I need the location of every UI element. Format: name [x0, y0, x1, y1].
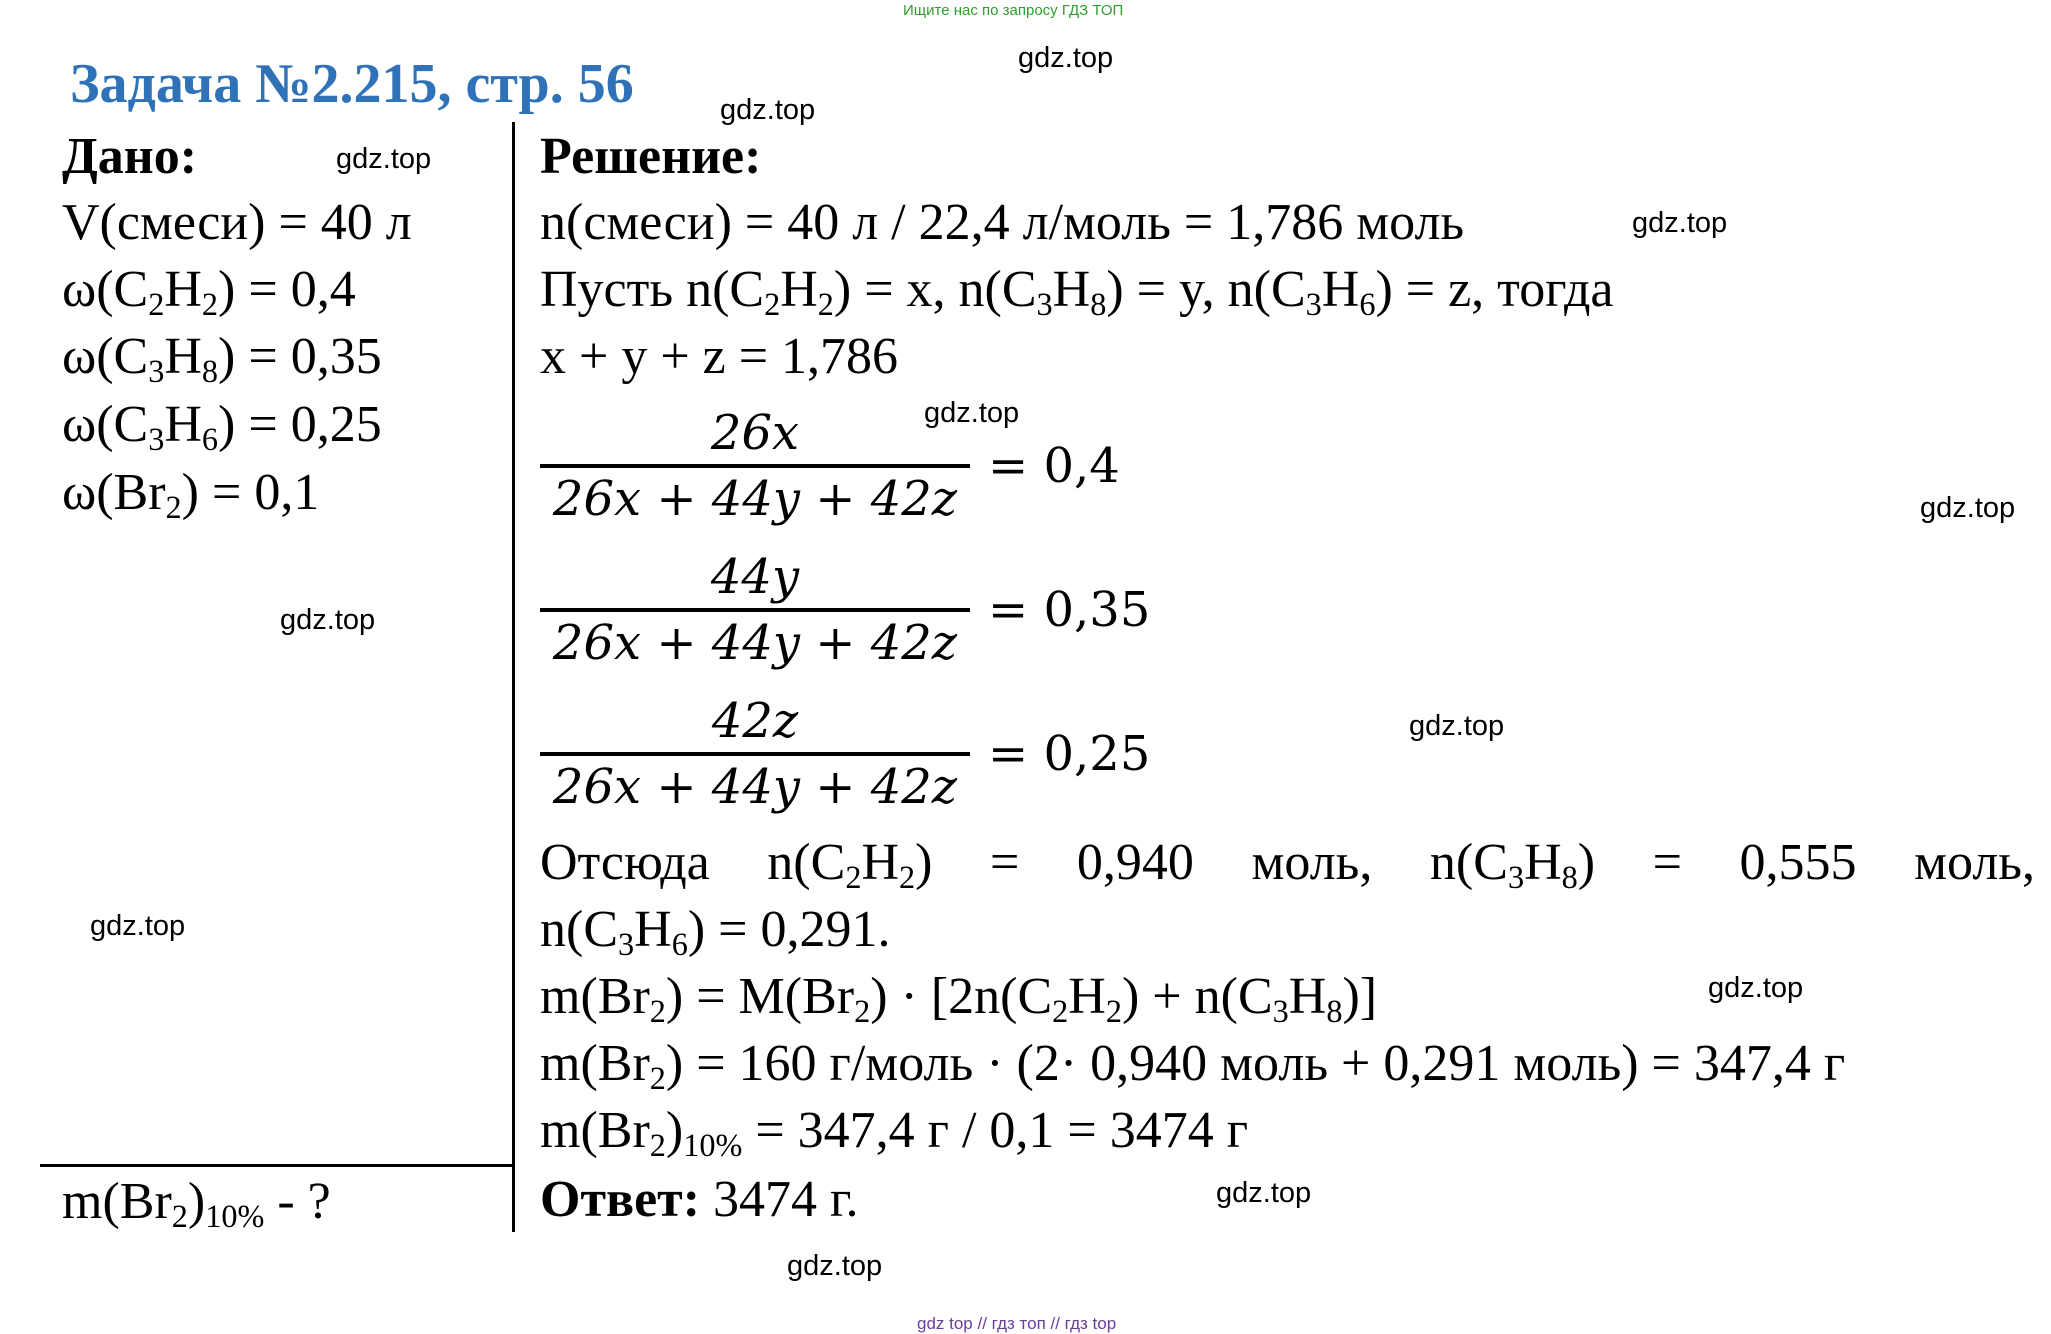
top-banner-watermark: Ищите нас по запросу ГДЗ ТОП	[903, 2, 1124, 19]
watermark: gdz.top	[280, 604, 376, 636]
solution-line-moles: n(смеси) = 40 л / 22,4 л/моль = 1,786 моль	[540, 194, 1465, 251]
fraction-denominator: 26x + 44y + 42z	[552, 615, 958, 671]
fraction-c3h8	[540, 546, 1150, 674]
given-line-c3h8: $\omega(C_3H_8) = 0,35$	[62, 328, 382, 390]
given-line-br2: $\omega(Br_2) = 0,1$	[62, 464, 320, 526]
watermark: gdz.top	[1216, 1177, 1312, 1209]
footer-watermark: gdz top // гдз топ // гдз top	[917, 1314, 1117, 1333]
fraction-result: = 0,25	[988, 726, 1151, 782]
watermark: gdz.top	[787, 1250, 883, 1282]
fraction-c2h2	[540, 402, 1120, 530]
watermark: gdz.top	[1409, 710, 1505, 742]
watermark: gdz.top	[90, 910, 186, 942]
fraction-denominator: 26x + 44y + 42z	[552, 471, 958, 527]
solution-line-hence: Отсюда $n(C_2H_2) = 0,940$ моль, $n(C_3H_8) = 0,555$ моль,	[540, 834, 2035, 896]
given-heading: Дано:	[62, 128, 198, 185]
solution-line-let: Пусть $n(C_2H_2) = x$, $n(C_3H_8) = y$, $n(C_3H_6) = z$, тогда	[540, 261, 1614, 323]
watermark: gdz.top	[1708, 972, 1804, 1004]
given-line-volume: V(смеси) = 40 л	[62, 194, 412, 251]
fraction-numerator: 44y	[710, 549, 800, 605]
given-line-c2h2: $\omega(C_2H_2) = 0,4$	[62, 261, 356, 323]
fraction-result: = 0,4	[988, 438, 1120, 494]
solution-line-br2-formula: $m(Br_2) = M(Br_2) \cdot [2n(C_2H_2) + n(C_3H_8)]$	[540, 968, 1378, 1030]
solution-heading: Решение:	[540, 128, 762, 185]
watermark: gdz.top	[720, 94, 816, 126]
watermark: gdz.top	[1920, 492, 2016, 524]
given-line-c3h6: $\omega(C_3H_6) = 0,25$	[62, 396, 382, 458]
solution-line-br2-mass: $m(Br_2) = 160$ г/моль · (2· 0,940 моль + 0,291 моль) = 347,4 г	[540, 1035, 1846, 1097]
answer-label: Ответ:	[540, 1171, 701, 1228]
fraction-numerator: 42z	[711, 693, 799, 749]
fraction-numerator: 26x	[710, 405, 800, 461]
watermark: gdz.top	[924, 397, 1020, 429]
solution-line-c3h6-result: $n(C_3H_6) = 0,291$.	[540, 901, 891, 963]
fraction-denominator: 26x + 44y + 42z	[552, 759, 958, 815]
problem-title: Задача №2.215, стр. 56	[70, 53, 634, 115]
watermark: gdz.top	[1018, 42, 1114, 74]
watermark: gdz.top	[1632, 207, 1728, 239]
solution-line-br2-solution-mass: $m(Br_2)_{10\%} = 347,4$ г / 0,1 = 3474 г	[540, 1102, 1249, 1164]
fraction-c3h6	[540, 690, 1150, 818]
answer-line	[540, 1170, 858, 1229]
watermark: gdz.top	[336, 143, 432, 175]
column-divider	[512, 122, 515, 1232]
answer-value: 3474 г.	[700, 1171, 859, 1228]
fraction-result: = 0,35	[988, 582, 1151, 638]
find-line: $m(Br_2)_{10\%}$ - ?	[62, 1173, 331, 1235]
given-find-divider	[40, 1164, 514, 1167]
solution-line-sum: x + y + z = 1,786	[540, 328, 899, 385]
